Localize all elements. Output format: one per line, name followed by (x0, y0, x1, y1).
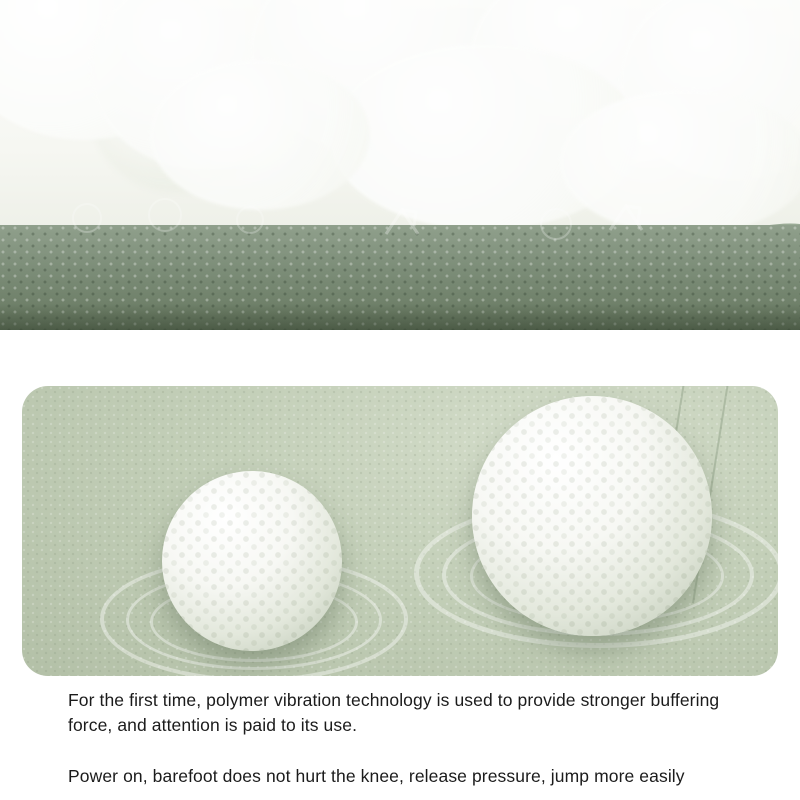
caption-paragraph-1: For the first time, polymer vibration technology is used to provide stronger buffering force, and attention is paid to its use. (68, 690, 720, 735)
panel-divider (0, 330, 800, 358)
golf-ball-small (162, 471, 342, 651)
foam-bubble (150, 60, 370, 210)
emboss-ring-icon (236, 206, 264, 234)
golf-ball-photo-card (22, 386, 778, 676)
golf-ball-large (472, 396, 712, 636)
emboss-ring-icon (540, 208, 572, 240)
up-arrow-icon (602, 196, 646, 240)
caption-block (0, 688, 800, 789)
up-arrow-icon (378, 200, 422, 244)
caption-paragraph-2: Power on, barefoot does not hurt the knee, release pressure, jump more easily (68, 766, 685, 786)
emboss-ring-icon (148, 198, 182, 232)
foam-cushion-panel (0, 0, 800, 330)
emboss-ring-icon (72, 203, 102, 233)
golf-ball-panel (0, 358, 800, 800)
